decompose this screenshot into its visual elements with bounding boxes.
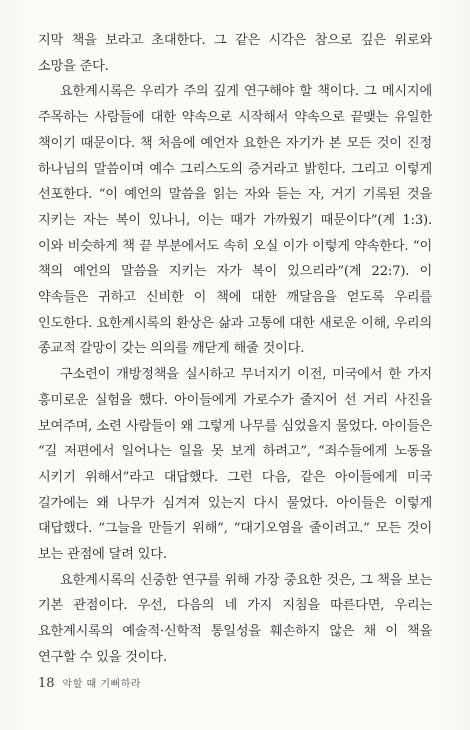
paragraph-revelation-study: 요한계시록은 우리가 주의 깊게 연구해야 할 책이다. 그 메시지에 주목하는 사람들에 대한 약속으로 시작해서 약속으로 끝맺는 유일한 책이기 때문이다. 책 처음에 예언자 요한은 자기가 본 모든 것이 진정 하나님의 말씀이며 예수 그리스도의 증거라고 밝힌다. 그리고 이렇게 선포한다. “이 예언의 말씀을 읽는 자와 듣는 자, 거기 기록된 것을 지키는 자는 복이 있나니, 이는 때가 가까웠기 때문이다”(계 1:3). 이와 비슷하게 책 끝 부분에서도 속히 오실 이가 이렇게 약속한다. “이 책의 예언의 말씀을 지키는 자가 복이 있으리라”(계 22:7). 이 약속들은 귀하고 신비한 이 책에 대한 깨달음을 얻도록 우리를 인도한다. 요한계시록의 환상은 삶과 고통에 대한 새로운 이해, 우리의 종교적 갈망이 갖는 의의를 깨닫게 해줄 것이다.: [38, 84, 432, 357]
running-title: 악할 때 기뻐하라: [62, 679, 142, 690]
paragraph-continuation: 지막 책을 보라고 초대한다. 그 같은 시각은 참으로 깊은 위로와 소망을 준다.: [38, 33, 432, 74]
body-text: [38, 28, 432, 671]
page-number: 18: [38, 676, 55, 691]
page-footer: [38, 675, 141, 691]
paragraph-soviet-experiment: 구소련이 개방정책을 실시하고 무너지기 이전, 미국에서 한 가지 흥미로운 실험을 했다. 아이들에게 가로수가 줄지어 선 거리 사진을 보여주며, 소련 사람들이 왜 그렇게 나무를 심었을지 물었다. 아이들은 “길 저편에서 일어나는 일을 못 보게 하려고”, “죄수들에게 노동을 시키기 위해서”라고 대답했다. 그런 다음, 같은 아이들에게 미국 길가에는 왜 나무가 심겨져 있는지 다시 물었다. 아이들은 이렇게 대답했다. “그늘을 만들기 위해”, “대기오염을 줄이려고.” 모든 것이 보는 관점에 달려 있다.: [38, 367, 432, 563]
paragraph-basic-perspective: 요한계시록의 신중한 연구를 위해 가장 중요한 것은, 그 책을 보는 기본 관점이다. 우선, 다음의 네 가지 지침을 따른다면, 우리는 요한계시록의 예술적·신학적 통일성을 훼손하지 않은 채 이 책을 연구할 수 있을 것이다.: [38, 572, 432, 665]
